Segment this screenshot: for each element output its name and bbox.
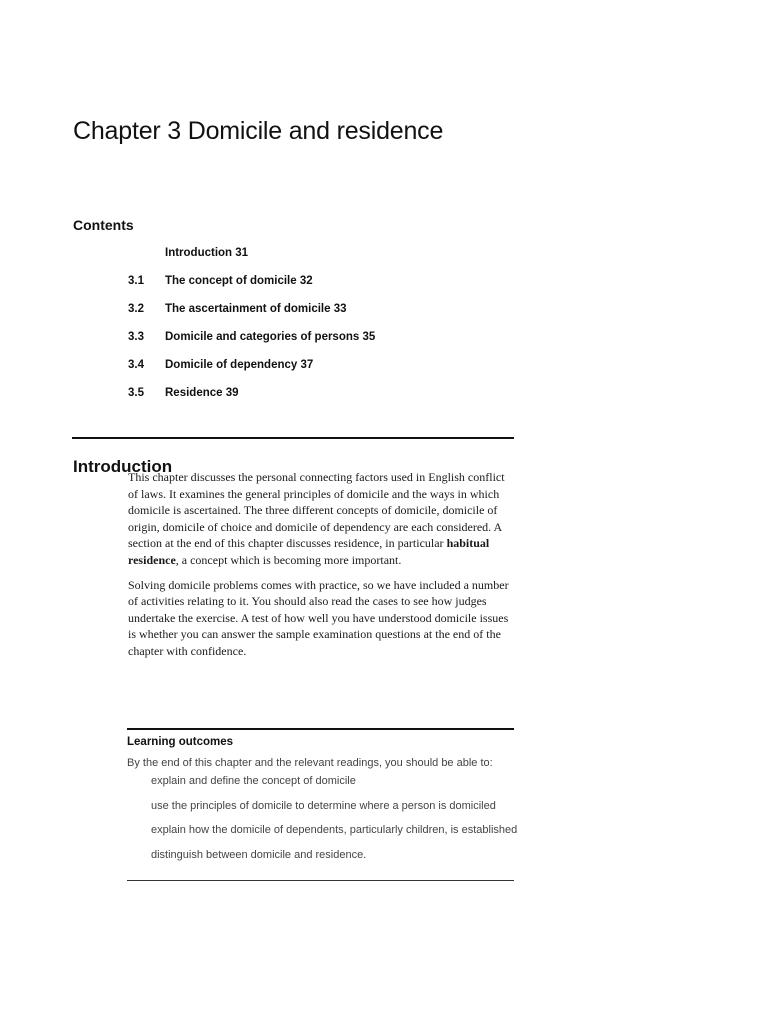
learning-outcomes-lead: By the end of this chapter and the relevant readings, you should be able to: [127,757,493,769]
learning-outcomes-box [127,728,518,867]
introduction-paragraph-2: Solving domicile problems comes with practice, so we have included a number of activities relating to it. You should also read the cases to see how judges undertake the exercise. A test of how well you have understood domicile issues is whether you can answer the sample examination questions at the end of the chapter with confidence. [128,577,509,658]
toc-item-title: Residence 39 [165,387,239,399]
learning-outcomes-top-rule [127,728,514,730]
toc-item-number: 3.1 [128,275,144,287]
introduction-body [128,469,514,668]
toc-item-number: 3.5 [128,387,144,399]
toc-item-number: 3.2 [128,303,144,315]
intro-text: , a concept which is becoming more important. [175,552,402,567]
learning-outcomes-list [127,769,518,867]
habitual-residence-term: habitual residence [128,536,490,567]
toc-item-title: Domicile and categories of persons 35 [165,331,376,343]
learning-outcome-item: distinguish between domicile and residence. [151,848,367,861]
learning-outcome-item: explain and define the concept of domicile [151,775,356,787]
toc-item-title: Introduction 31 [165,247,249,259]
toc-item-number: 3.3 [128,331,144,343]
section-divider [72,437,514,439]
contents-heading: Contents [73,217,134,233]
learning-outcome-item: explain how the domicile of dependents, particularly children, is established [151,824,518,836]
learning-outcomes-title: Learning outcomes [127,736,234,748]
toc-item[interactable] [128,359,375,387]
introduction-paragraph-1 [128,469,514,569]
table-of-contents [128,247,375,415]
toc-item-title: The ascertainment of domicile 33 [165,303,347,315]
learning-outcomes-bottom-rule [127,880,514,881]
learning-outcome-item: use the principles of domicile to determine where a person is domiciled [151,799,496,812]
toc-item[interactable] [128,275,375,303]
toc-item[interactable] [128,331,375,359]
toc-item-title: The concept of domicile 32 [165,275,313,287]
toc-item[interactable] [128,387,375,415]
intro-text: This chapter discusses the personal connecting factors used in English conflict of laws. It examines the general principles of domicile and the ways in which domicile is ascertained. The three different concepts of domicile, domicile of origin, domicile of choice and domicile of dependency are each considered. A section at the end of this chapter discusses residence, in particular [128,470,505,551]
toc-item[interactable] [128,303,375,331]
introduction-heading: Introduction [73,457,173,477]
chapter-title: Chapter 3 Domicile and residence [73,116,444,145]
toc-item[interactable] [128,247,375,275]
toc-item-title: Domicile of dependency 37 [165,359,314,371]
toc-item-number: 3.4 [128,359,144,371]
